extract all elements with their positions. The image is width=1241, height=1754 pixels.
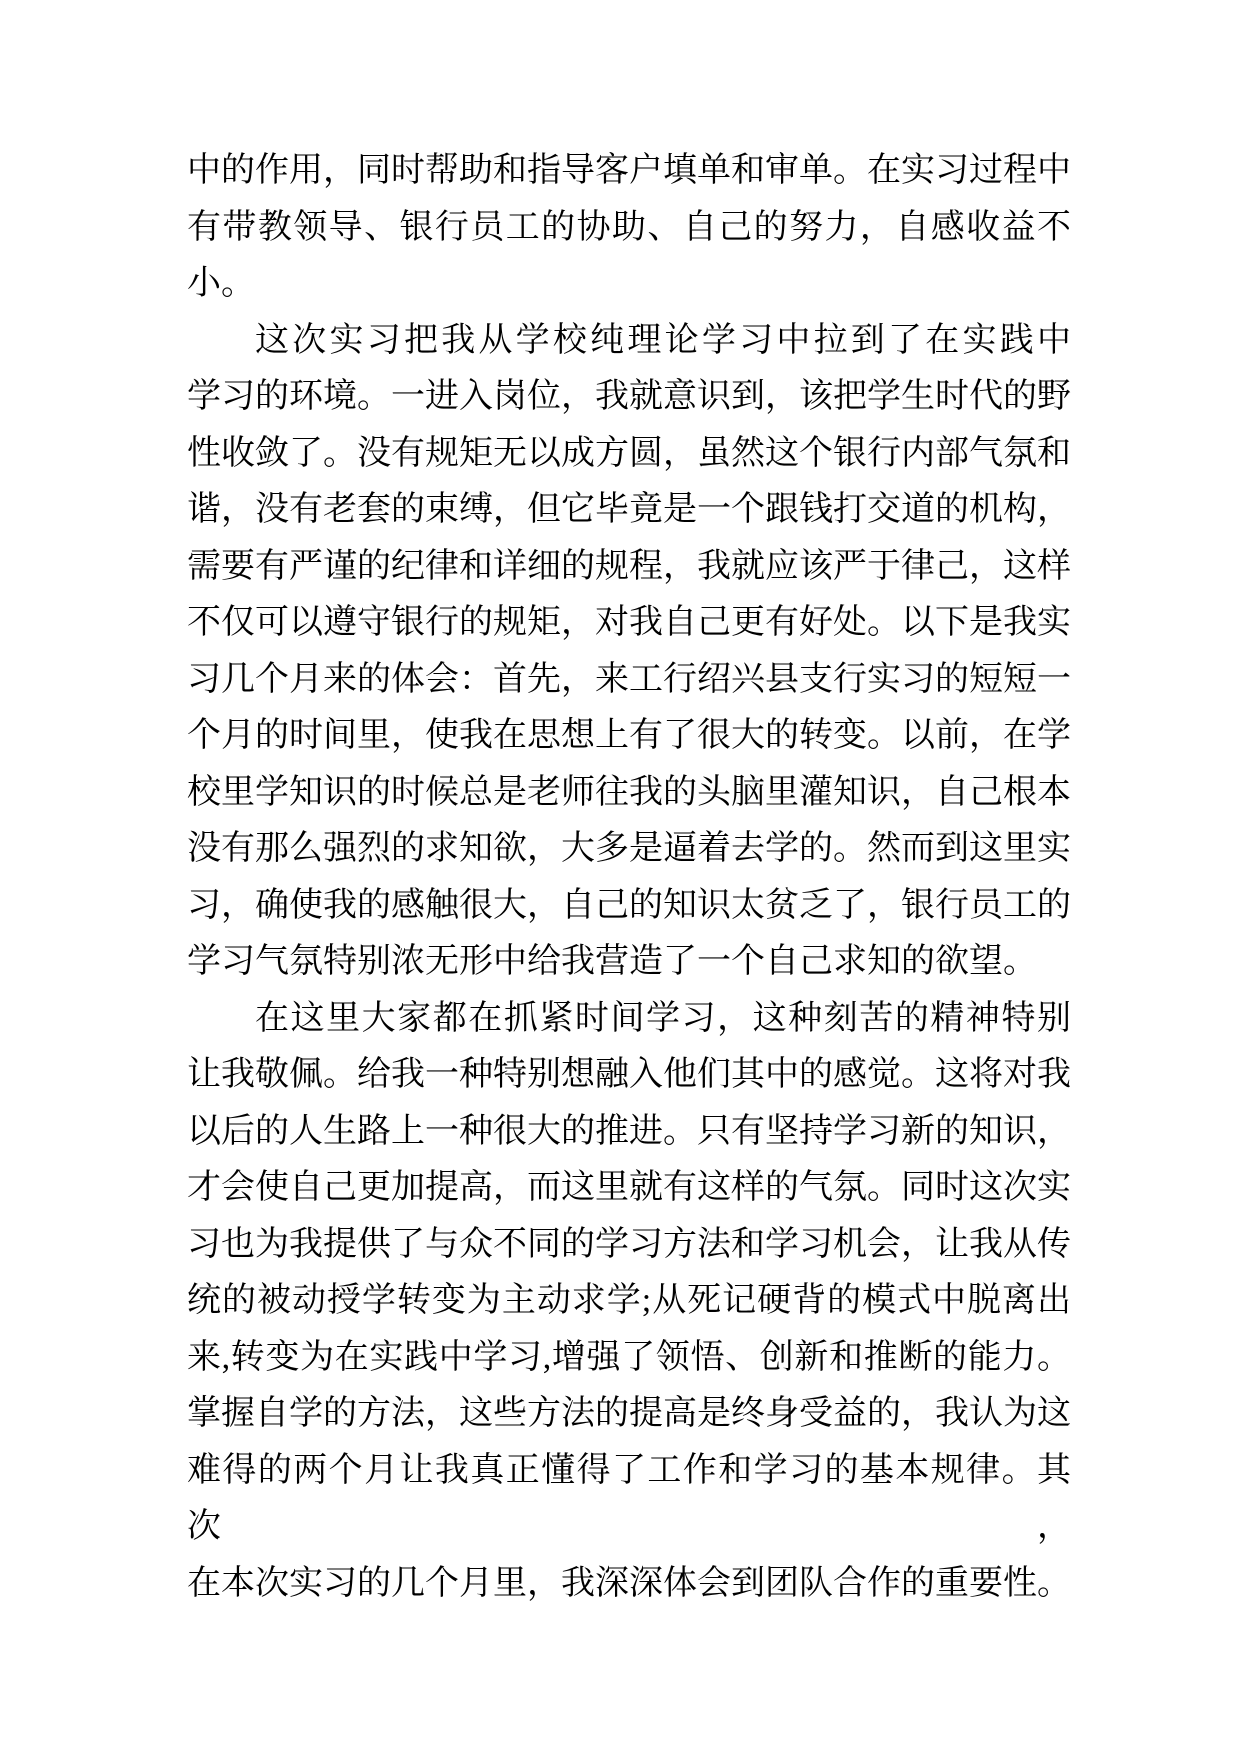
- text-line: 才会使自己更加提高，而这里就有这样的气氛。同时这次实: [187, 1169, 1071, 1206]
- text-line: 统的被动授学转变为主动求学;从死记硬背的模式中脱离出: [187, 1282, 1071, 1319]
- text-line: 习几个月来的体会：首先，来工行绍兴县支行实习的短短一: [187, 660, 1071, 698]
- text-line: 在这里大家都在抓紧时间学习，这种刻苦的精神特别: [255, 999, 1071, 1037]
- text-line: 让我敬佩。给我一种特别想融入他们其中的感觉。这将对我: [187, 1056, 1071, 1093]
- text-line: 以后的人生路上一种很大的推进。只有坚持学习新的知识，: [187, 1112, 1071, 1150]
- text-line: 习也为我提供了与众不同的学习方法和学习机会，让我从传: [187, 1225, 1071, 1263]
- text-line: 难得的两个月让我真正懂得了工作和学习的基本规律。其次，: [187, 1451, 1071, 1545]
- text-line: 不仅可以遵守银行的规矩，对我自己更有好处。以下是我实: [187, 604, 1071, 641]
- text-line: 中的作用，同时帮助和指导客户填单和审单。在实习过程中: [187, 152, 1071, 189]
- text-line: 来,转变为在实践中学习,增强了领悟、创新和推断的能力。: [187, 1338, 1071, 1376]
- text-line: 谐，没有老套的束缚，但它毕竟是一个跟钱打交道的机构，: [187, 491, 1071, 528]
- text-line: 习，确使我的感触很大，自己的知识太贫乏了，银行员工的: [187, 886, 1071, 924]
- text-line: 性收敛了。没有规矩无以成方圆，虽然这个银行内部气氛和: [187, 434, 1071, 472]
- text-line: 学习气氛特别浓无形中给我营造了一个自己求知的欲望。: [187, 943, 1037, 980]
- text-line: 有带教领导、银行员工的协助、自己的努力，自感收益不小。: [187, 208, 1071, 302]
- text-line: 在本次实习的几个月里，我深深体会到团队合作的重要性。: [187, 1564, 1071, 1602]
- text-line: 这次实习把我从学校纯理论学习中拉到了在实践中: [255, 321, 1071, 359]
- text-line: 校里学知识的时候总是老师往我的头脑里灌知识，自己根本: [187, 773, 1071, 811]
- text-line: 需要有严谨的纪律和详细的规程，我就应该严于律己，这样: [187, 547, 1071, 585]
- text-line: 学习的环境。一进入岗位，我就意识到，该把学生时代的野: [187, 378, 1071, 415]
- text-line: 个月的时间里，使我在思想上有了很大的转变。以前，在学: [187, 717, 1071, 754]
- text-line: 没有那么强烈的求知欲，大多是逼着去学的。然而到这里实: [187, 830, 1071, 867]
- document-body: [187, 143, 1071, 1612]
- text-line: 掌握自学的方法，这些方法的提高是终身受益的，我认为这: [187, 1395, 1071, 1432]
